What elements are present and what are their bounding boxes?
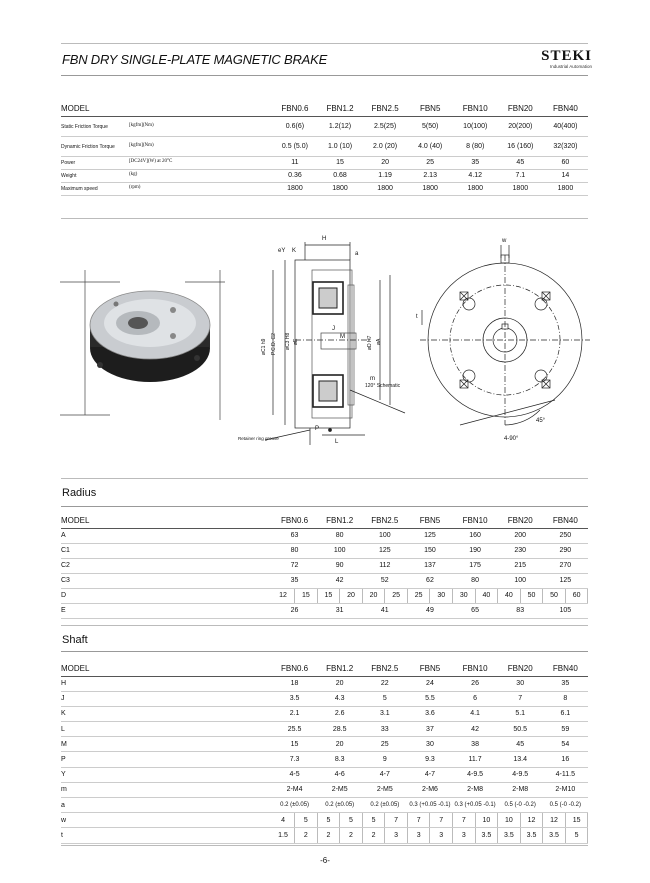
- row-label: P: [61, 752, 272, 767]
- table-row: [61, 737, 588, 752]
- table-cell: 22: [362, 676, 407, 691]
- dim-L: L: [335, 439, 339, 445]
- table-row: [61, 782, 588, 797]
- table-cell: 40: [498, 588, 521, 603]
- row-label-cell: [61, 156, 272, 169]
- table-cell: 2: [317, 828, 340, 843]
- table-row: [61, 676, 588, 691]
- row-label: a: [61, 798, 272, 813]
- table-cell: 50: [520, 588, 543, 603]
- table-cell: 100: [317, 543, 362, 558]
- table-header-row: [61, 514, 588, 528]
- table-row: [61, 558, 588, 573]
- table-row: [61, 182, 588, 195]
- table-cell: 26: [453, 676, 498, 691]
- dim-t: t: [416, 314, 418, 320]
- table-cell: 7: [430, 813, 453, 828]
- table-cell: 137: [407, 558, 452, 573]
- table-cell: 190: [453, 543, 498, 558]
- model-column-header: FBN5: [407, 514, 452, 528]
- row-label: m: [61, 782, 272, 797]
- table-cell: 215: [498, 558, 543, 573]
- table-cell: 3: [385, 828, 408, 843]
- shaft-rule: [61, 651, 588, 652]
- table-cell: 8: [543, 691, 588, 706]
- row-label: E: [61, 603, 272, 618]
- table-cell: 4-11.5: [543, 767, 588, 782]
- table-cell: 20: [362, 588, 385, 603]
- table-cell: 1800: [272, 182, 317, 195]
- row-unit: [kgfm](Nm): [129, 122, 154, 128]
- table-cell: 20: [363, 156, 408, 169]
- table-cell: 2: [362, 828, 385, 843]
- page-title: FBN DRY SINGLE-PLATE MAGNETIC BRAKE: [62, 52, 328, 67]
- table-cell: 4-9.5: [498, 767, 543, 782]
- table-cell: 3: [453, 828, 476, 843]
- table-cell: 90: [317, 558, 362, 573]
- retainer-label: Retainer ring groove: [238, 436, 279, 441]
- table-cell: 2.13: [408, 169, 453, 182]
- table-cell: 7: [453, 813, 476, 828]
- table-row: [61, 828, 588, 843]
- table-cell: 2-M5: [362, 782, 407, 797]
- top-rule: [61, 43, 588, 44]
- dim-a: a: [355, 251, 359, 257]
- table-cell: 1.19: [363, 169, 408, 182]
- table-cell: 5(50): [408, 116, 453, 136]
- table-cell: 42: [453, 722, 498, 737]
- table-cell: 4.1: [453, 706, 498, 721]
- table-cell: 59: [543, 722, 588, 737]
- table-cell: 3.5: [475, 828, 498, 843]
- table-cell: 0.36: [272, 169, 317, 182]
- table-row: [61, 603, 588, 618]
- dim-P: P: [315, 426, 320, 432]
- row-label: A: [61, 528, 272, 543]
- table-cell: 125: [407, 528, 452, 543]
- table-cell: 2.0 (20): [363, 136, 408, 156]
- table-cell: 2-M5: [317, 782, 362, 797]
- table-cell: 32(320): [543, 136, 588, 156]
- table-cell: 50.5: [498, 722, 543, 737]
- table-cell: 35: [453, 156, 498, 169]
- row-label: Maximum speed: [61, 186, 98, 192]
- row-label-cell: [61, 182, 272, 195]
- shaft-table: [61, 662, 588, 844]
- table-cell: 5.5: [407, 691, 452, 706]
- row-label: C2: [61, 558, 272, 573]
- table-cell: 0.5 (-0 -0.2): [498, 798, 543, 813]
- table-cell: 30: [407, 737, 452, 752]
- table-cell: 30: [498, 676, 543, 691]
- table-cell: 1.5: [272, 828, 295, 843]
- model-column-header: FBN20: [498, 662, 543, 676]
- row-label: C3: [61, 573, 272, 588]
- radius-rule: [61, 506, 588, 507]
- model-column-header: FBN1.2: [317, 514, 362, 528]
- shaft-section-title: Shaft: [62, 634, 88, 646]
- row-label: w: [61, 813, 272, 828]
- table-cell: 3.5: [520, 828, 543, 843]
- row-unit: [kgfm](Nm): [129, 142, 154, 148]
- table-cell: 35: [543, 676, 588, 691]
- table-cell: 1800: [317, 182, 362, 195]
- table-cell: 25: [385, 588, 408, 603]
- table-cell: 11: [272, 156, 317, 169]
- table-cell: 20(200): [498, 116, 543, 136]
- model-column-header: FBN5: [407, 662, 452, 676]
- dim-M: M: [340, 334, 345, 340]
- model-column-header: FBN2.5: [363, 101, 408, 116]
- row-unit: [DC24V](W) at 20°C: [129, 159, 173, 164]
- model-column-header: FBN0.6: [272, 514, 317, 528]
- table-cell: 60: [543, 156, 588, 169]
- model-column-header: FBN0.6: [272, 101, 317, 116]
- table-cell: 2: [295, 828, 318, 843]
- table-cell: 80: [272, 543, 317, 558]
- table-cell: 4.3: [317, 691, 362, 706]
- table-row: [61, 528, 588, 543]
- table-cell: 3: [430, 828, 453, 843]
- table-cell: 10: [475, 813, 498, 828]
- row-label: Dynamic Friction Torque: [61, 143, 115, 150]
- angle-label: 45°: [536, 418, 546, 424]
- table-cell: 65: [453, 603, 498, 618]
- table-row: [61, 156, 588, 169]
- table-cell: 25: [408, 156, 453, 169]
- table-cell: 33: [362, 722, 407, 737]
- page-number: -6-: [320, 856, 330, 865]
- holes-label: 4-90°: [504, 436, 519, 442]
- table-cell: 100: [362, 528, 407, 543]
- dim-w: w: [502, 238, 507, 244]
- table-cell: 52: [362, 573, 407, 588]
- dim-eC1: øC1 h9: [261, 338, 267, 355]
- table-cell: 24: [407, 676, 452, 691]
- table-cell: 1800: [543, 182, 588, 195]
- table-cell: 5: [317, 813, 340, 828]
- row-label: H: [61, 676, 272, 691]
- row-label: D: [61, 588, 272, 603]
- table-cell: 2.6: [317, 706, 362, 721]
- table-cell: 0.68: [317, 169, 362, 182]
- table-cell: 0.2 (±0.05): [272, 798, 317, 813]
- row-unit: (kg): [129, 172, 138, 177]
- dim-m: m: [370, 376, 375, 382]
- table-cell: 125: [543, 573, 588, 588]
- table-cell: 40: [475, 588, 498, 603]
- table-cell: 1.0 (10): [317, 136, 362, 156]
- dim-pcd: P.C.D. C2: [271, 333, 277, 355]
- table-cell: 9: [362, 752, 407, 767]
- model-column-header: FBN40: [543, 514, 588, 528]
- table-cell: 41: [362, 603, 407, 618]
- table-cell: 125: [362, 543, 407, 558]
- table-cell: 2-M8: [498, 782, 543, 797]
- table-cell: 4-9.5: [453, 767, 498, 782]
- table-cell: 112: [362, 558, 407, 573]
- dim-eD: øD H7: [367, 335, 373, 350]
- section-rule: [61, 478, 588, 479]
- model-column-header: FBN40: [543, 101, 588, 116]
- table-cell: 4.12: [453, 169, 498, 182]
- table-row: [61, 573, 588, 588]
- table-cell: 25: [362, 737, 407, 752]
- table-cell: 1800: [363, 182, 408, 195]
- table-cell: 11.7: [453, 752, 498, 767]
- table-cell: 60: [565, 588, 588, 603]
- table-cell: 7: [498, 691, 543, 706]
- model-column-header: FBN40: [543, 662, 588, 676]
- table-cell: 15: [272, 737, 317, 752]
- dim-H: H: [322, 236, 327, 242]
- table-cell: 28.5: [317, 722, 362, 737]
- table-cell: 5: [565, 828, 588, 843]
- table-row: [61, 691, 588, 706]
- table-cell: 18: [272, 676, 317, 691]
- front-view: [420, 245, 590, 425]
- model-column-header: FBN20: [498, 514, 543, 528]
- row-label: C1: [61, 543, 272, 558]
- table-cell: 0.2 (±0.05): [317, 798, 362, 813]
- table-cell: 8 (80): [453, 136, 498, 156]
- section-rule: [61, 625, 588, 626]
- table-cell: 4-7: [407, 767, 452, 782]
- schematic-label: 120° Schematic: [365, 383, 401, 389]
- table-row: [61, 813, 588, 828]
- table-cell: 5: [362, 691, 407, 706]
- table-cell: 45: [498, 156, 543, 169]
- table-row: [61, 767, 588, 782]
- table-row: [61, 798, 588, 813]
- table-cell: 25: [407, 588, 430, 603]
- dim-eC3: øC3 H8: [285, 332, 291, 350]
- table-row: [61, 706, 588, 721]
- table-cell: 6.1: [543, 706, 588, 721]
- table-cell: 54: [543, 737, 588, 752]
- table-cell: 5: [362, 813, 385, 828]
- table-row: [61, 169, 588, 182]
- table-row: [61, 116, 588, 136]
- table-cell: 270: [543, 558, 588, 573]
- table-header-row: [61, 101, 588, 116]
- table-cell: 1800: [498, 182, 543, 195]
- table-cell: 16: [543, 752, 588, 767]
- table-cell: 7.1: [498, 169, 543, 182]
- table-cell: 20: [317, 676, 362, 691]
- table-cell: 6: [453, 691, 498, 706]
- table-cell: 13.4: [498, 752, 543, 767]
- row-label: K: [61, 706, 272, 721]
- table-cell: 2.5(25): [363, 116, 408, 136]
- table-cell: 83: [498, 603, 543, 618]
- table-cell: 4-5: [272, 767, 317, 782]
- table-cell: 0.5 (5.0): [272, 136, 317, 156]
- table-cell: 175: [453, 558, 498, 573]
- brand-logo: [540, 49, 592, 69]
- table-row: [61, 543, 588, 558]
- table-cell: 105: [543, 603, 588, 618]
- table-cell: 1.2(12): [317, 116, 362, 136]
- table-cell: 290: [543, 543, 588, 558]
- table-cell: 5.1: [498, 706, 543, 721]
- table-cell: 7.3: [272, 752, 317, 767]
- table-cell: 1800: [408, 182, 453, 195]
- model-column-header: FBN2.5: [362, 514, 407, 528]
- table-cell: 72: [272, 558, 317, 573]
- table-cell: 45: [498, 737, 543, 752]
- table-row: [61, 722, 588, 737]
- model-header-cell: MODEL: [61, 101, 272, 116]
- table-cell: 20: [317, 737, 362, 752]
- table-cell: 14: [543, 169, 588, 182]
- table-cell: 38: [453, 737, 498, 752]
- table-cell: 80: [317, 528, 362, 543]
- model-column-header: FBN5: [408, 101, 453, 116]
- table-row: [61, 136, 588, 156]
- row-label: L: [61, 722, 272, 737]
- table-cell: 12: [520, 813, 543, 828]
- table-cell: 0.2 (±0.05): [362, 798, 407, 813]
- table-cell: 3: [407, 828, 430, 843]
- table-cell: 4-6: [317, 767, 362, 782]
- table-cell: 80: [453, 573, 498, 588]
- table-cell: 4: [272, 813, 295, 828]
- model-column-header: FBN10: [453, 514, 498, 528]
- table-cell: 2-M10: [543, 782, 588, 797]
- section-rule: [61, 218, 588, 219]
- table-cell: 250: [543, 528, 588, 543]
- row-label: M: [61, 737, 272, 752]
- table-cell: 26: [272, 603, 317, 618]
- model-column-header: FBN10: [453, 101, 498, 116]
- table-cell: 5: [340, 813, 363, 828]
- table-cell: 62: [407, 573, 452, 588]
- table-cell: 100: [498, 573, 543, 588]
- footer-rule: [61, 845, 588, 846]
- table-cell: 20: [340, 588, 363, 603]
- table-cell: 15: [317, 156, 362, 169]
- model-column-header: FBN20: [498, 101, 543, 116]
- table-cell: 4-7: [362, 767, 407, 782]
- logo-subtext: Industrial Automation: [549, 64, 592, 69]
- model-column-header: FBN10: [453, 662, 498, 676]
- table-cell: 50: [543, 588, 566, 603]
- table-cell: 30: [430, 588, 453, 603]
- table-cell: 3.1: [362, 706, 407, 721]
- table-cell: 8.3: [317, 752, 362, 767]
- model-header-cell: MODEL: [61, 514, 272, 528]
- table-cell: 2-M4: [272, 782, 317, 797]
- table-cell: 150: [407, 543, 452, 558]
- table-cell: 9.3: [407, 752, 452, 767]
- row-unit: (rpm): [129, 185, 141, 190]
- table-cell: 63: [272, 528, 317, 543]
- table-cell: 3.5: [498, 828, 521, 843]
- row-label: J: [61, 691, 272, 706]
- row-label: t: [61, 828, 272, 843]
- table-cell: 2.1: [272, 706, 317, 721]
- model-header-cell: MODEL: [61, 662, 272, 676]
- table-cell: 35: [272, 573, 317, 588]
- table-cell: 16 (160): [498, 136, 543, 156]
- table-cell: 12: [543, 813, 566, 828]
- model-column-header: FBN1.2: [317, 662, 362, 676]
- model-column-header: FBN2.5: [362, 662, 407, 676]
- table-cell: 10: [498, 813, 521, 828]
- table-cell: 37: [407, 722, 452, 737]
- table-row: [61, 588, 588, 603]
- table-header-row: [61, 662, 588, 676]
- table-cell: 15: [295, 588, 318, 603]
- table-cell: 3.6: [407, 706, 452, 721]
- dim-eA: øA: [376, 338, 382, 345]
- table-cell: 15: [565, 813, 588, 828]
- header-rule: [61, 75, 588, 76]
- table-cell: 5: [295, 813, 318, 828]
- table-cell: 4.0 (40): [408, 136, 453, 156]
- table-cell: 0.3 (+0.05 -0.1): [407, 798, 452, 813]
- table-cell: 0.3 (+0.05 -0.1): [453, 798, 498, 813]
- table-cell: 230: [498, 543, 543, 558]
- brake-drawing: [60, 230, 590, 445]
- table-cell: 10(100): [453, 116, 498, 136]
- table-cell: 31: [317, 603, 362, 618]
- row-label-cell: [61, 116, 272, 136]
- model-column-header: FBN0.6: [272, 662, 317, 676]
- table-cell: 0.5 (-0 -0.2): [543, 798, 588, 813]
- row-label: Static Friction Torque: [61, 123, 108, 130]
- table-cell: 12: [272, 588, 295, 603]
- table-cell: 0.6(6): [272, 116, 317, 136]
- table-cell: 200: [498, 528, 543, 543]
- radius-table: [61, 514, 588, 619]
- table-cell: 2-M6: [407, 782, 452, 797]
- table-cell: 15: [317, 588, 340, 603]
- radius-section-title: Radius: [62, 487, 97, 499]
- dim-eE: øE: [293, 338, 299, 345]
- table-cell: 2-M8: [453, 782, 498, 797]
- row-label-cell: [61, 136, 272, 156]
- table-cell: 25.5: [272, 722, 317, 737]
- row-label-cell: [61, 169, 272, 182]
- logo-text: STEKI: [541, 48, 592, 64]
- table-cell: 2: [340, 828, 363, 843]
- table-cell: 3.5: [272, 691, 317, 706]
- table-cell: 7: [407, 813, 430, 828]
- row-label: Y: [61, 767, 272, 782]
- spec-table: [61, 101, 588, 196]
- table-cell: 160: [453, 528, 498, 543]
- table-cell: 1800: [453, 182, 498, 195]
- dim-eY: eY: [278, 248, 286, 254]
- brake-photo: [60, 270, 225, 420]
- table-cell: 49: [407, 603, 452, 618]
- row-label: Power: [61, 160, 76, 166]
- table-cell: 40(400): [543, 116, 588, 136]
- dim-J: J: [332, 326, 335, 332]
- dim-K: K: [292, 248, 297, 254]
- model-column-header: FBN1.2: [317, 101, 362, 116]
- table-cell: 30: [453, 588, 476, 603]
- table-cell: 7: [385, 813, 408, 828]
- table-cell: 3.5: [543, 828, 566, 843]
- table-cell: 42: [317, 573, 362, 588]
- row-label: Weight: [61, 173, 77, 179]
- table-row: [61, 752, 588, 767]
